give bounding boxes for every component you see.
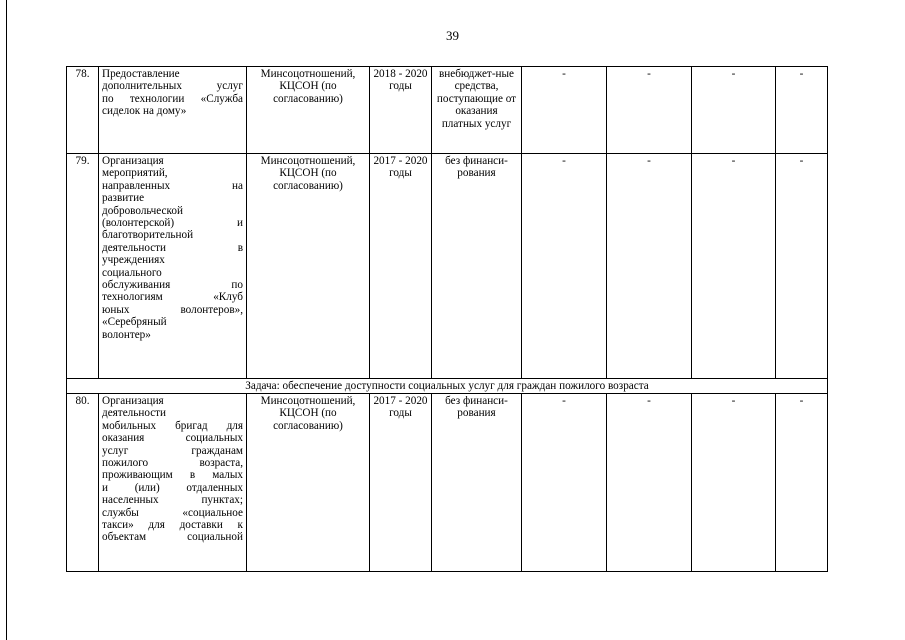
funding-source: внебюджет-ные средства, поступающие от оказания платных услуг <box>432 67 522 154</box>
value-cell: - <box>607 394 692 572</box>
activity-name-line: сиделок на дому» <box>102 105 187 118</box>
value-cell: - <box>776 67 828 154</box>
activity-name-line: технологиям «Клуб <box>102 291 243 304</box>
executor: Минсоцотношений, КЦСОН (по согласованию) <box>247 154 370 379</box>
activity-name-line: деятельности <box>102 407 167 420</box>
task-heading: Задача: обеспечение доступности социальных услуг для граждан пожилого возраста <box>67 379 828 394</box>
funding-source: без финанси-рования <box>432 154 522 379</box>
activity-name-line: службы «социальное <box>102 506 243 519</box>
row-number: 79. <box>67 154 99 379</box>
activity-name-line: мобильных бригад для <box>102 419 243 432</box>
activity-name-line: деятельности в <box>102 241 243 254</box>
activity-name-line: по технологии «Служба <box>102 92 243 105</box>
activity-name-line: развитие <box>102 192 145 205</box>
activity-name-line: благотворительной <box>102 229 194 242</box>
activity-name-line: Организация <box>102 395 164 407</box>
activity-name-line: (волонтерской) и <box>102 217 243 230</box>
value-cell: - <box>522 154 607 379</box>
value-cell: - <box>607 154 692 379</box>
activity-name-line: учреждениях <box>102 254 165 267</box>
activity-name-line: Предоставление <box>102 68 180 80</box>
executor: Минсоцотношений, КЦСОН (по согласованию) <box>247 67 370 154</box>
activity-name-line: волонтер» <box>102 328 151 341</box>
activity-name-line: добровольческой <box>102 204 183 217</box>
activity-name-line: «Серебряный <box>102 316 167 329</box>
activity-name-line: юных волонтеров», <box>102 303 243 316</box>
value-cell: - <box>776 394 828 572</box>
value-cell: - <box>522 67 607 154</box>
activity-name-line: проживающим в малых <box>102 469 243 482</box>
value-cell: - <box>776 154 828 379</box>
period: 2017 - 2020 годы <box>370 154 432 379</box>
value-cell: - <box>522 394 607 572</box>
row-number: 80. <box>67 394 99 572</box>
activity-name-line: мероприятий, <box>102 167 168 180</box>
executor: Минсоцотношений, КЦСОН (по согласованию) <box>247 394 370 572</box>
activity-name <box>99 154 247 379</box>
table-row <box>67 394 828 572</box>
value-cell: - <box>692 394 776 572</box>
activity-name-line: обслуживания по <box>102 279 243 292</box>
table-row <box>67 154 828 379</box>
period: 2017 - 2020 годы <box>370 394 432 572</box>
page-left-border <box>6 0 7 640</box>
activity-name-line: социального <box>102 266 162 279</box>
activity-name-line: населенных пунктах; <box>102 494 243 507</box>
activity-name <box>99 394 247 572</box>
activity-name-line: Организация <box>102 155 164 167</box>
activity-name-line: оказания социальных <box>102 432 243 445</box>
activity-name-line: дополнительных услуг <box>102 80 243 93</box>
activity-name-line: такси» для доставки к <box>102 519 243 532</box>
activity-name-line: направленных на <box>102 179 243 192</box>
activity-name <box>99 67 247 154</box>
activity-name-line: объектам социальной <box>102 531 243 544</box>
row-number: 78. <box>67 67 99 154</box>
value-cell: - <box>692 67 776 154</box>
value-cell: - <box>607 67 692 154</box>
table-row <box>67 67 828 154</box>
activity-name-line: услуг гражданам <box>102 444 243 457</box>
funding-source: без финанси-рования <box>432 394 522 572</box>
task-row <box>67 379 828 394</box>
activity-name-line: пожилого возраста, <box>102 457 243 470</box>
activity-name-line: и (или) отдаленных <box>102 481 243 494</box>
program-table <box>66 66 828 572</box>
period: 2018 - 2020 годы <box>370 67 432 154</box>
value-cell: - <box>692 154 776 379</box>
page-number: 39 <box>446 28 459 43</box>
